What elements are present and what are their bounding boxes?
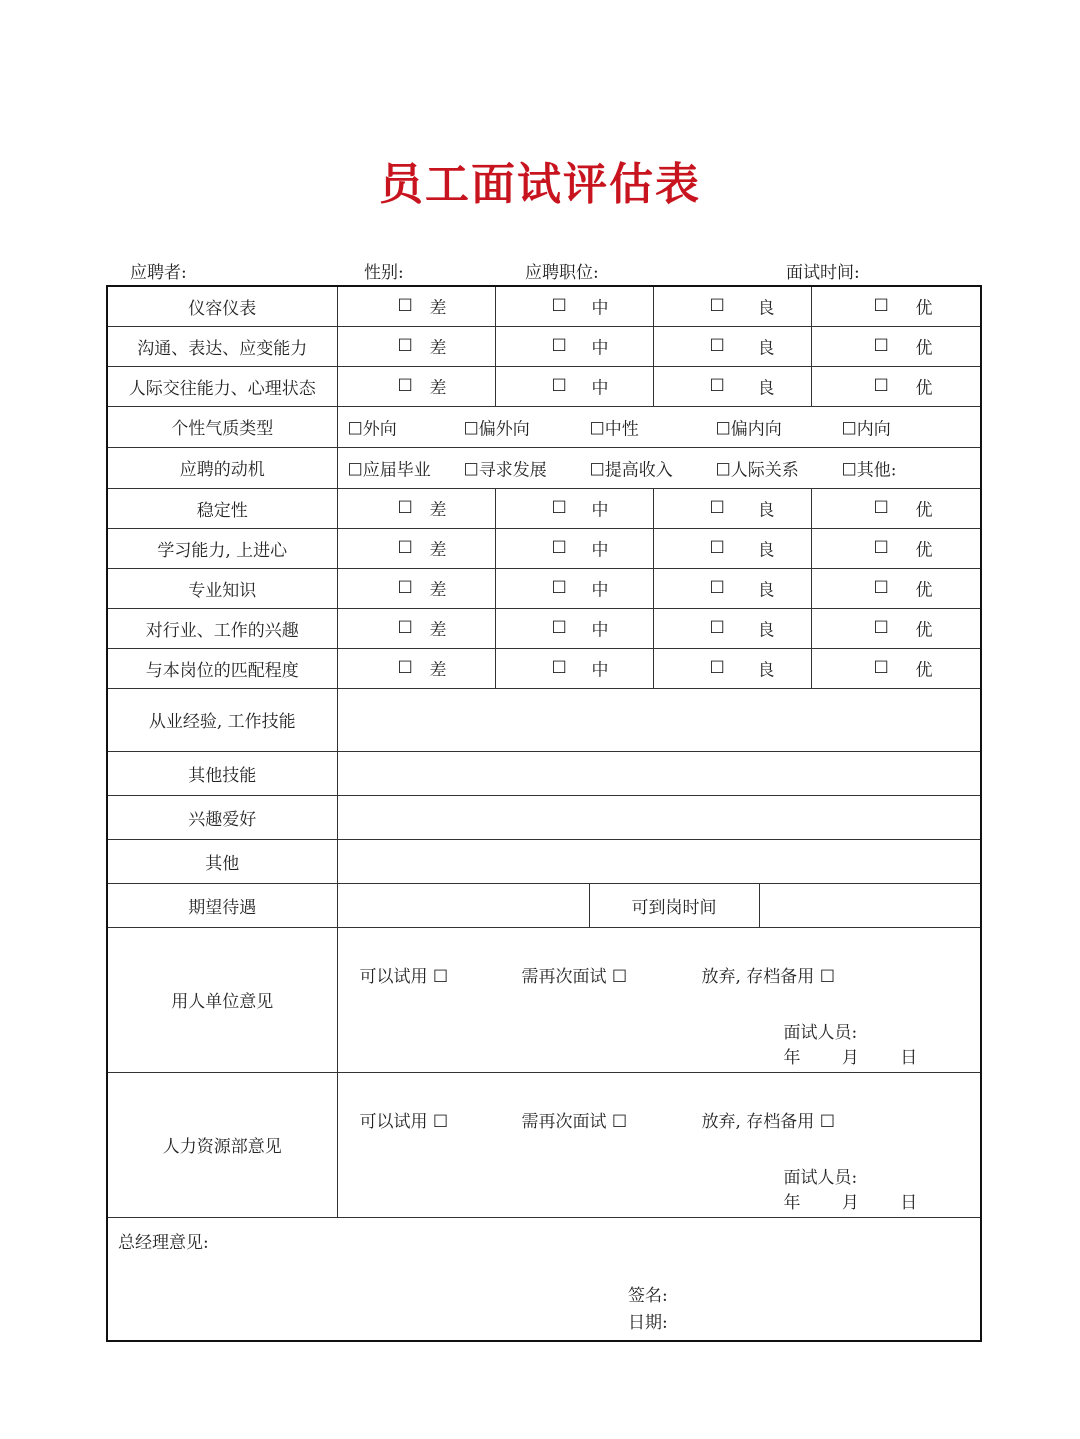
rating-checkbox[interactable]: ☐ xyxy=(709,618,725,638)
rating-checkbox[interactable]: ☐ xyxy=(709,296,725,317)
hobbies-field[interactable] xyxy=(337,795,981,839)
rating-checkbox[interactable]: ☐ xyxy=(709,538,725,558)
evaluation-table xyxy=(106,285,982,1342)
opinion-option[interactable]: 需再次面试 ☐ xyxy=(521,966,628,987)
option-checkbox[interactable]: ☐ xyxy=(589,460,605,480)
grade-label: 差 xyxy=(429,338,447,359)
grade-label: 优 xyxy=(915,580,933,601)
rating-row xyxy=(107,568,981,608)
gender-label: 性别: xyxy=(364,263,404,283)
rating-cell xyxy=(653,528,811,568)
rating-cell xyxy=(337,528,495,568)
rating-checkbox[interactable]: ☐ xyxy=(873,336,889,356)
rating-checkbox[interactable]: ☐ xyxy=(551,336,567,356)
hr-opinion-row xyxy=(107,1072,981,1217)
rating-checkbox[interactable]: ☐ xyxy=(397,658,413,678)
applicant-label: 应聘者: xyxy=(130,263,187,283)
experience-field[interactable] xyxy=(337,688,981,751)
grade-label: 优 xyxy=(915,298,933,319)
opinion-option[interactable]: 放弃, 存档备用 ☐ xyxy=(701,1111,835,1132)
grade-label: 优 xyxy=(915,620,933,641)
rating-checkbox[interactable]: ☐ xyxy=(551,538,567,558)
interviewer-label: 面试人员: xyxy=(783,1167,858,1188)
rating-cell xyxy=(495,488,653,528)
motivation-option[interactable] xyxy=(716,455,799,480)
personality-row xyxy=(107,406,981,447)
rating-row xyxy=(107,326,981,366)
hobbies-row xyxy=(107,795,981,839)
rating-cell xyxy=(653,366,811,406)
hr-opinion-label: 人力资源部意见 xyxy=(107,1072,337,1217)
option-checkbox[interactable]: ☐ xyxy=(463,460,479,480)
option-checkbox[interactable]: ☐ xyxy=(841,419,857,439)
motivation-option[interactable] xyxy=(842,455,897,480)
personality-option[interactable] xyxy=(348,414,397,439)
rating-cell xyxy=(495,608,653,648)
rating-checkbox[interactable]: ☐ xyxy=(551,618,567,638)
other-skills-label: 其他技能 xyxy=(107,751,337,795)
rating-row xyxy=(107,366,981,406)
date-label: 年 月 日 xyxy=(783,1047,918,1068)
rating-cell xyxy=(495,648,653,688)
rating-checkbox[interactable]: ☐ xyxy=(873,498,889,518)
rating-row xyxy=(107,286,981,326)
rating-cell xyxy=(653,488,811,528)
interview-time-label: 面试时间: xyxy=(786,263,860,283)
gm-opinion-field[interactable] xyxy=(108,1218,980,1340)
rating-cell xyxy=(495,286,653,326)
personality-option[interactable] xyxy=(590,414,639,439)
grade-label: 优 xyxy=(915,660,933,681)
option-checkbox[interactable]: ☐ xyxy=(715,419,731,439)
date-label: 日期: xyxy=(628,1312,668,1333)
rating-checkbox[interactable]: ☐ xyxy=(873,618,889,638)
other-label: 其他 xyxy=(107,839,337,883)
grade-label: 差 xyxy=(429,540,447,561)
grade-label: 良 xyxy=(757,298,775,319)
motivation-option[interactable] xyxy=(464,455,547,480)
rating-checkbox[interactable]: ☐ xyxy=(873,538,889,558)
option-checkbox[interactable]: ☐ xyxy=(841,460,857,480)
experience-label: 从业经验, 工作技能 xyxy=(107,688,337,751)
rating-checkbox[interactable]: ☐ xyxy=(397,296,413,317)
criterion-label: 人际交往能力、心理状态 xyxy=(107,366,337,406)
rating-cell xyxy=(811,286,981,326)
option-label: 中性 xyxy=(604,419,639,439)
option-label: 偏外向 xyxy=(478,419,530,439)
personality-option[interactable] xyxy=(716,414,782,439)
dept-opinion-row xyxy=(107,927,981,1072)
rating-checkbox[interactable]: ☐ xyxy=(873,376,889,396)
grade-label: 差 xyxy=(429,580,447,601)
rating-cell xyxy=(337,608,495,648)
criterion-label: 与本岗位的匹配程度 xyxy=(107,648,337,688)
grade-label: 良 xyxy=(757,620,775,641)
rating-checkbox[interactable]: ☐ xyxy=(873,578,889,598)
grade-label: 良 xyxy=(757,338,775,359)
salary-row xyxy=(107,883,981,927)
criterion-label: 稳定性 xyxy=(107,488,337,528)
personality-label: 个性气质类型 xyxy=(107,406,337,447)
option-label: 其他: xyxy=(856,460,897,480)
grade-label: 中 xyxy=(591,580,609,601)
signature-label: 签名: xyxy=(628,1285,668,1306)
rating-cell xyxy=(653,286,811,326)
option-label: 人际关系 xyxy=(730,460,799,480)
grade-label: 优 xyxy=(915,540,933,561)
grade-label: 中 xyxy=(591,540,609,561)
criterion-label: 专业知识 xyxy=(107,568,337,608)
option-checkbox[interactable]: ☐ xyxy=(347,460,363,480)
other-skills-row xyxy=(107,751,981,795)
rating-cell xyxy=(337,488,495,528)
grade-label: 优 xyxy=(915,378,933,399)
rating-cell xyxy=(495,528,653,568)
rating-checkbox[interactable]: ☐ xyxy=(397,618,413,638)
rating-row xyxy=(107,488,981,528)
dept-opinion-label: 用人单位意见 xyxy=(107,927,337,1072)
rating-row xyxy=(107,648,981,688)
personality-options xyxy=(338,407,981,447)
grade-label: 差 xyxy=(429,500,447,521)
option-label: 偏内向 xyxy=(730,419,782,439)
interviewer-label: 面试人员: xyxy=(783,1022,858,1043)
rating-checkbox[interactable]: ☐ xyxy=(709,498,725,518)
grade-label: 良 xyxy=(757,540,775,561)
rating-cell xyxy=(811,608,981,648)
rating-cell xyxy=(811,326,981,366)
criterion-label: 对行业、工作的兴趣 xyxy=(107,608,337,648)
grade-label: 差 xyxy=(429,298,447,319)
personality-option[interactable] xyxy=(842,414,891,439)
rating-checkbox[interactable]: ☐ xyxy=(397,376,413,396)
rating-cell xyxy=(495,568,653,608)
opinion-option[interactable]: 可以试用 ☐ xyxy=(359,1111,449,1132)
option-label: 寻求发展 xyxy=(478,460,547,480)
grade-label: 差 xyxy=(429,378,447,399)
motivation-option[interactable] xyxy=(348,455,431,480)
option-label: 提高收入 xyxy=(604,460,673,480)
other-row xyxy=(107,839,981,883)
rating-checkbox[interactable]: ☐ xyxy=(709,336,725,356)
rating-cell xyxy=(811,528,981,568)
rating-row xyxy=(107,608,981,648)
rating-cell xyxy=(337,366,495,406)
criterion-label: 沟通、表达、应变能力 xyxy=(107,326,337,366)
opinion-option[interactable]: 放弃, 存档备用 ☐ xyxy=(701,966,835,987)
date-label: 年 月 日 xyxy=(783,1192,918,1213)
rating-checkbox[interactable]: ☐ xyxy=(873,658,889,678)
criterion-label: 仪容仪表 xyxy=(107,286,337,326)
option-checkbox[interactable]: ☐ xyxy=(463,419,479,439)
grade-label: 良 xyxy=(757,378,775,399)
motivation-options xyxy=(338,448,981,488)
other-field[interactable] xyxy=(337,839,981,883)
option-label: 应届毕业 xyxy=(362,460,431,480)
rating-cell xyxy=(653,608,811,648)
rating-cell xyxy=(495,326,653,366)
rating-cell xyxy=(337,326,495,366)
personality-option[interactable] xyxy=(464,414,530,439)
rating-checkbox[interactable]: ☐ xyxy=(551,498,567,518)
grade-label: 优 xyxy=(915,500,933,521)
page-title: 员工面试评估表 xyxy=(379,159,701,210)
salary-field[interactable] xyxy=(338,884,590,927)
criterion-label: 学习能力, 上进心 xyxy=(107,528,337,568)
rating-checkbox[interactable]: ☐ xyxy=(709,658,725,678)
grade-label: 中 xyxy=(591,298,609,319)
rating-checkbox[interactable]: ☐ xyxy=(397,498,413,518)
gm-opinion-row xyxy=(107,1217,981,1341)
motivation-row xyxy=(107,447,981,488)
rating-cell xyxy=(811,366,981,406)
rating-cell xyxy=(653,326,811,366)
rating-checkbox[interactable]: ☐ xyxy=(551,658,567,678)
hobbies-label: 兴趣爱好 xyxy=(107,795,337,839)
grade-label: 中 xyxy=(591,620,609,641)
available-time-field[interactable] xyxy=(760,884,981,927)
salary-label: 期望待遇 xyxy=(107,883,337,927)
rating-checkbox[interactable]: ☐ xyxy=(397,578,413,598)
experience-row xyxy=(107,688,981,751)
rating-checkbox[interactable]: ☐ xyxy=(551,296,567,317)
rating-checkbox[interactable]: ☐ xyxy=(397,538,413,558)
grade-label: 优 xyxy=(915,338,933,359)
rating-checkbox[interactable]: ☐ xyxy=(709,578,725,598)
rating-cell xyxy=(337,568,495,608)
rating-checkbox[interactable]: ☐ xyxy=(709,376,725,396)
rating-cell xyxy=(811,648,981,688)
option-label: 内向 xyxy=(856,419,891,439)
rating-cell xyxy=(337,286,495,326)
rating-cell xyxy=(811,568,981,608)
option-checkbox[interactable]: ☐ xyxy=(589,419,605,439)
rating-cell xyxy=(495,366,653,406)
grade-label: 中 xyxy=(591,338,609,359)
dept-opinion-field xyxy=(338,928,981,1072)
opinion-option[interactable]: 可以试用 ☐ xyxy=(359,966,449,987)
grade-label: 中 xyxy=(591,378,609,399)
rating-cell xyxy=(811,488,981,528)
grade-label: 中 xyxy=(591,660,609,681)
grade-label: 良 xyxy=(757,660,775,681)
grade-label: 良 xyxy=(757,580,775,601)
grade-label: 差 xyxy=(429,620,447,641)
rating-checkbox[interactable]: ☐ xyxy=(551,578,567,598)
gm-opinion-label: 总经理意见: xyxy=(118,1232,209,1253)
grade-label: 差 xyxy=(429,660,447,681)
option-label: 外向 xyxy=(362,419,397,439)
rating-checkbox[interactable]: ☐ xyxy=(873,296,889,317)
motivation-label: 应聘的动机 xyxy=(107,447,337,488)
grade-label: 良 xyxy=(757,500,775,521)
option-checkbox[interactable]: ☐ xyxy=(347,419,363,439)
available-time-label: 可到岗时间 xyxy=(590,884,760,927)
motivation-option[interactable] xyxy=(590,455,673,480)
other-skills-field[interactable] xyxy=(337,751,981,795)
position-label: 应聘职位: xyxy=(525,263,599,283)
hr-opinion-field xyxy=(338,1073,981,1217)
rating-cell xyxy=(653,648,811,688)
evaluation-table-body xyxy=(107,286,981,1341)
rating-row xyxy=(107,528,981,568)
option-checkbox[interactable]: ☐ xyxy=(715,460,731,480)
rating-checkbox[interactable]: ☐ xyxy=(397,336,413,356)
rating-cell xyxy=(653,568,811,608)
grade-label: 中 xyxy=(591,500,609,521)
rating-cell xyxy=(337,648,495,688)
opinion-option[interactable]: 需再次面试 ☐ xyxy=(521,1111,628,1132)
rating-checkbox[interactable]: ☐ xyxy=(551,376,567,396)
